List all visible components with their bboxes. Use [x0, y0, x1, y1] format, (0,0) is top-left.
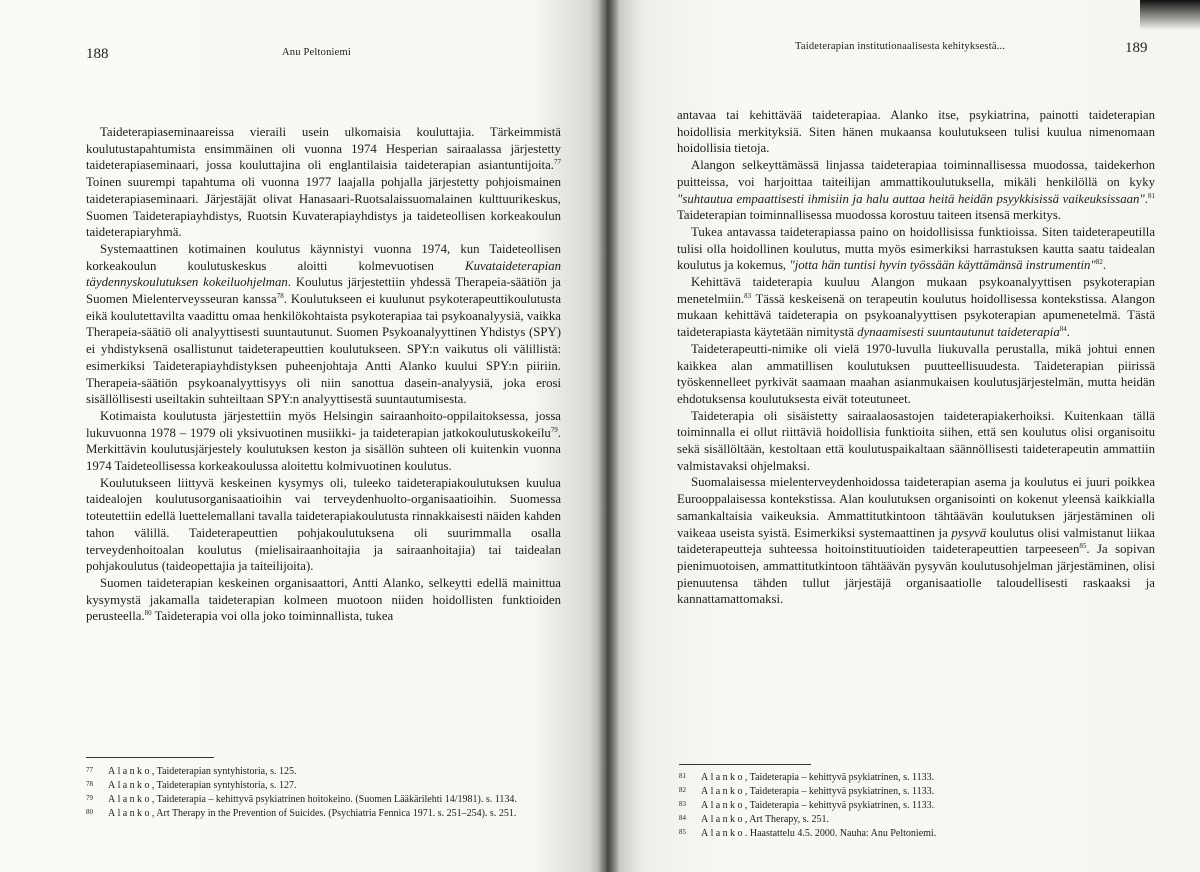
footnote-text: , Taideterapia – kehittyvä psykiatrinen, s. 1133. — [744, 772, 935, 783]
text-run: Tässä keskeisenä on terapeutin koulutus hoidollisessa kontekstissa. Alangon mukaan kehittävä taideterapia on psykoanalyyttisen psykoterapian apumenetelmä. Tästä taideterapiasta käytetään nimitystä — [677, 291, 1155, 340]
footnote-author: Alanko — [108, 766, 152, 777]
footnote-text: , Art Therapy, s. 251. — [744, 814, 829, 825]
page-number: 189 — [1125, 40, 1148, 56]
footnote-reference: 78 — [276, 292, 284, 301]
paragraph — [677, 107, 1155, 157]
text-run: Taideterapeutti-nimike oli vielä 1970-luvulla liukuvalla perustalla, mikä johtui ennen kaikkea alan ammatillisen koulutuksen puutteellisuudesta. Taideterapian piirissä työskennelleet pyrkivät saamaan maahan asianmukaisen koulutusjärjestelmän, mutta heidän ehdotuksensa koulutuksesta eivät toteutuneet. — [677, 341, 1155, 406]
footnote-author: Alanko — [108, 808, 152, 819]
paragraph — [677, 274, 1155, 341]
footnote-author: Alanko — [701, 814, 745, 825]
paragraph — [86, 124, 561, 241]
footnote-text: , Art Therapy in the Prevention of Suicides. (Psychiatria Fennica 1971. s. 251–254). s. 251. — [151, 808, 517, 819]
paragraph — [677, 408, 1155, 475]
footnote-mark: 79 — [86, 794, 93, 802]
text-run: Kehittävä taideterapia kuuluu Alangon mukaan psykoanalyyttisen psykoterapian menetelmiin. — [677, 275, 1155, 306]
footnotes — [679, 771, 1149, 841]
text-run: . Koulutus järjestettiin yhdessä Therapeia-säätiön ja Suomen Mielenterveysseuran kanssa — [86, 275, 561, 307]
text-run: koulutus olisi valmistanut liikaa taideterapeutteja suhteessa hoitoinstituutioiden taideterapeuttien tarpeeseen — [677, 525, 1155, 557]
footnote-reference: 83 — [744, 291, 752, 300]
footnote-rule — [86, 757, 214, 758]
footnote — [86, 807, 556, 821]
paragraph — [677, 224, 1155, 274]
footnote-reference: 85 — [1079, 542, 1087, 551]
text-run: Taideterapian toiminnallisessa muodossa korostuu taiteen itsensä merkitys. — [677, 208, 1061, 223]
footnote-mark: 85 — [679, 828, 686, 836]
footnote — [679, 785, 1149, 799]
text-run: Taideterapiaseminaareissa vieraili usein ulkomaisia kouluttajia. Tärkeimmistä koulutustapahtumista ensimmäinen oli vuonna 1974 Hesperian sairaalassa järjestetty taideterapiaseminaari, jossa kouluttajina oli englantilaisia taideterapian asiantuntijoita. — [86, 125, 561, 173]
text-run: . Merkittävin koulutusjärjestely koulutuksen keston ja sisällön suhteen oli kuitenkin vuonna 1974 Taideteollisessa korkeakoulussa aloitettu kolmivuotinen koulutus. — [86, 425, 561, 474]
running-head: Anu Peltoniemi — [282, 47, 352, 58]
paragraph — [86, 408, 561, 475]
footnote-author: Alanko — [108, 780, 152, 791]
footnote-mark: 84 — [679, 814, 686, 822]
footnote-author: Alanko — [701, 786, 745, 797]
italic-text: "suhtautua empaattisesti ihmisiin ja halu auttaa heitä heidän psyykkisissä vaikeuksissaan" — [677, 191, 1145, 206]
footnotes — [86, 765, 556, 821]
footnote — [86, 765, 556, 779]
footnote-author: Alanko — [108, 794, 152, 805]
running-head: Taideterapian institutionaalisesta kehityksestä... — [795, 41, 1006, 52]
footnote — [679, 771, 1149, 785]
footnote-mark: 80 — [86, 808, 93, 816]
footnote-text: , Taideterapia – kehittyvä psykiatrinen, s. 1133. — [744, 786, 935, 797]
footnote-author: Alanko — [701, 800, 745, 811]
text-run: Suomen taideterapian keskeinen organisaattori, Antti Alanko, selkeytti edellä mainittua kysymystä jakamalla taideterapian kolmeen muotoon niiden hoidollisten funktioiden perusteella. — [86, 575, 561, 624]
footnote-text: , Taideterapia – kehittyvä psykiatrinen hoitokeino. (Suomen Lääkärilehti 14/1981). s. 1134. — [151, 794, 517, 805]
book-gutter-shadow — [598, 0, 620, 872]
footnote-mark: 83 — [679, 800, 686, 808]
italic-text: "jotta hän tuntisi hyvin työssään käyttämänsä instrumentin" — [789, 258, 1096, 273]
footnote — [679, 813, 1149, 827]
footnote — [679, 799, 1149, 813]
footnote — [679, 827, 1149, 841]
footnote-mark: 78 — [86, 780, 93, 788]
paragraph — [677, 157, 1155, 224]
text-run: Suomalaisessa mielenterveydenhoidossa taideterapian asema ja koulutus ei juuri poikkea Eurooppalaisessa kontekstissa. Alan koulutuksen organisointi on kokenut yleensä kaikkialla samankaltaisia vaikeuksia. Ammattitutkintoon tähtäävän koulutuksen järjestäminen oli vaikeaa useista syistä. Esimerkiksi systemaattinen ja — [677, 475, 1155, 540]
italic-text: dynaamisesti suuntautunut taideterapia — [857, 325, 1060, 340]
paragraph — [86, 475, 561, 575]
right-page — [607, 0, 1200, 872]
footnote-reference: 82 — [1095, 258, 1103, 267]
text-run: Koulutukseen liittyvä keskeinen kysymys oli, tuleeko taideterapiakoulutuksen kuulua taidealojen koulutusorganisaatioihin vai terveydenhuolto-organisaatioihin. Suomessa toteutettiin edellä luettelemallani tavalla taideterapiakoulutusta rinnakkaisesti näiden kahden tahon välillä. Taideterapeuttien pohjakoulutuksena oli suurimmalla osalla terveydenhoitoalan koulutus (mielisairaanhoitajia ja sairaanhoitajia) tai taidealan pohjakoulutus (taideopettajia ja taiteilijoita). — [86, 475, 561, 574]
footnote-reference: 80 — [144, 609, 152, 618]
footnote — [86, 779, 556, 793]
text-run: Tukea antavassa taideterapiassa paino on hoidollisissa funktioissa. Siten taideterapeutilla tulisi olla hoidollinen koulutus, mutta myös esimerkiksi harrastuksen kautta saatu taidealan koulutus ja kokemus, — [677, 224, 1155, 273]
footnote-text: , Taideterapian syntyhistoria, s. 125. — [151, 766, 297, 777]
footnote-mark: 82 — [679, 786, 686, 794]
page-number: 188 — [86, 46, 109, 62]
text-run: Kotimaista koulutusta järjestettiin myös Helsingin sairaanhoito-oppilaitoksessa, jossa lukuvuonna 1978 – 1979 oli yksivuotinen musiikki- ja taideterapian jatkokoulutuskokeilu — [86, 408, 561, 440]
paragraph — [677, 341, 1155, 408]
footnote-text: , Taideterapia – kehittyvä psykiatrinen, s. 1133. — [744, 800, 935, 811]
text-run: . Koulutukseen ei kuulunut psykoterapeuttikoulutusta eikä koulutettavilta vaadittu omaa henkilökohtaista psykoterapiaa tai psykoanalyysiä, vaikka Therapeia-säätiö oli analyyttisesti suuntautunut. Suomen Psykoanalyyttinen Yhdistys (SPY) ei yhdistyksenä osallistunut taideterapeuttien koulutukseen. SPY:n vaikutus oli välillistä: esimerkiksi Taideterapiayhdistyksen puheenjohtaja Antti Alanko kuului SPY:n piiriin. Therapeia-säätiön psykoanalyyttisyys oli niin sanottua dasein-analyysiä, joka erosi sisällöllisesti useiltakin suhteiltaan SPY:n analyyttisestä suuntautumisesta. — [86, 292, 562, 407]
text-run: Taideterapia oli sisäistetty sairaalaosastojen taideterapiakerhoiksi. Kuitenkaan tällä toiminnalla ei ollut riittäviä hoidollisia funktioita siihen, että sen koulutus olisi organisoitu sekä sisällöltään, kestoltaan että koulutuspaikaltaan säännöllisesti taideterapeutin ammattiin valmistavaksi ohjelmaksi. — [677, 408, 1155, 473]
italic-text: pysyvä — [951, 525, 987, 540]
text-run: antavaa tai kehittävää taideterapiaa. Alanko itse, psykiatrina, painotti taideterapian hoidollisia merkityksiä. Siten hänen mukaansa koulutukseen tulisi kuulua nimenomaan hoidollisia tietoja. — [677, 108, 1155, 156]
footnote-mark: 77 — [86, 766, 93, 774]
footnote-reference: 77 — [554, 158, 561, 167]
scan-shadow — [1140, 0, 1200, 30]
paragraph — [86, 241, 561, 408]
paragraph — [677, 474, 1155, 608]
text-run: . — [1102, 258, 1107, 273]
footnote-author: Alanko — [701, 772, 745, 783]
footnote-mark: 81 — [679, 772, 686, 780]
footnote-reference: 79 — [550, 425, 558, 434]
body-text — [677, 107, 1155, 608]
text-run: Toinen suurempi tapahtuma oli vuonna 1977 laajalla pohjalla järjestetty pohjoismainen taideterapiaseminaari. Järjestäjät olivat Hanasaari-Ruotsalaissuomalainen kulttuurikeskus, Suomen Taideterapiayhdistys, Ruotsin Kuvaterapiayhdistys ja taideteollisen korkeakoulun taideterapiaryhmä. — [86, 175, 561, 240]
footnote-rule — [679, 764, 811, 765]
body-text — [86, 124, 561, 625]
paragraph — [86, 575, 561, 625]
footnote-reference: 84 — [1059, 325, 1067, 334]
text-run: Systemaattinen kotimainen koulutus käynnistyi vuonna 1974, kun Taideteollisen korkeakoulun koulutuskeskus aloitti kolmevuotisen — [86, 241, 561, 273]
text-run: . — [1144, 191, 1148, 206]
text-run: . Ja sopivan pienimuotoisen, ammattitutkintoon tähtäävän pysyvän koulutusohjelman järjestäminen, olisi pienuutensa tähden tullut järjestäjä organisaatiolle taloudellisesti raskaaksi ja kannattamattomaksi. — [677, 542, 1155, 607]
footnote-author: Alanko — [701, 828, 745, 839]
text-run: . — [1066, 325, 1070, 340]
footnote — [86, 793, 556, 807]
footnote-text: . Haastattelu 4.5. 2000. Nauha: Anu Peltoniemi. — [744, 828, 937, 839]
footnote-reference: 81 — [1148, 191, 1155, 200]
text-run: Taideterapia voi olla joko toiminnallista, tukea — [151, 609, 394, 624]
text-run: Alangon selkeyttämässä linjassa taideterapiaa toiminnallisessa muodossa, taidekerhon puitteissa, voi harjoittaa taiteilijan ammattikoulutuksella, mikäli henkilöllä on kyky — [677, 158, 1155, 189]
footnote-text: , Taideterapian syntyhistoria, s. 127. — [151, 780, 297, 791]
italic-text: Kuvataideterapian täydennyskoulutuksen kokeiluohjelman — [86, 258, 561, 290]
